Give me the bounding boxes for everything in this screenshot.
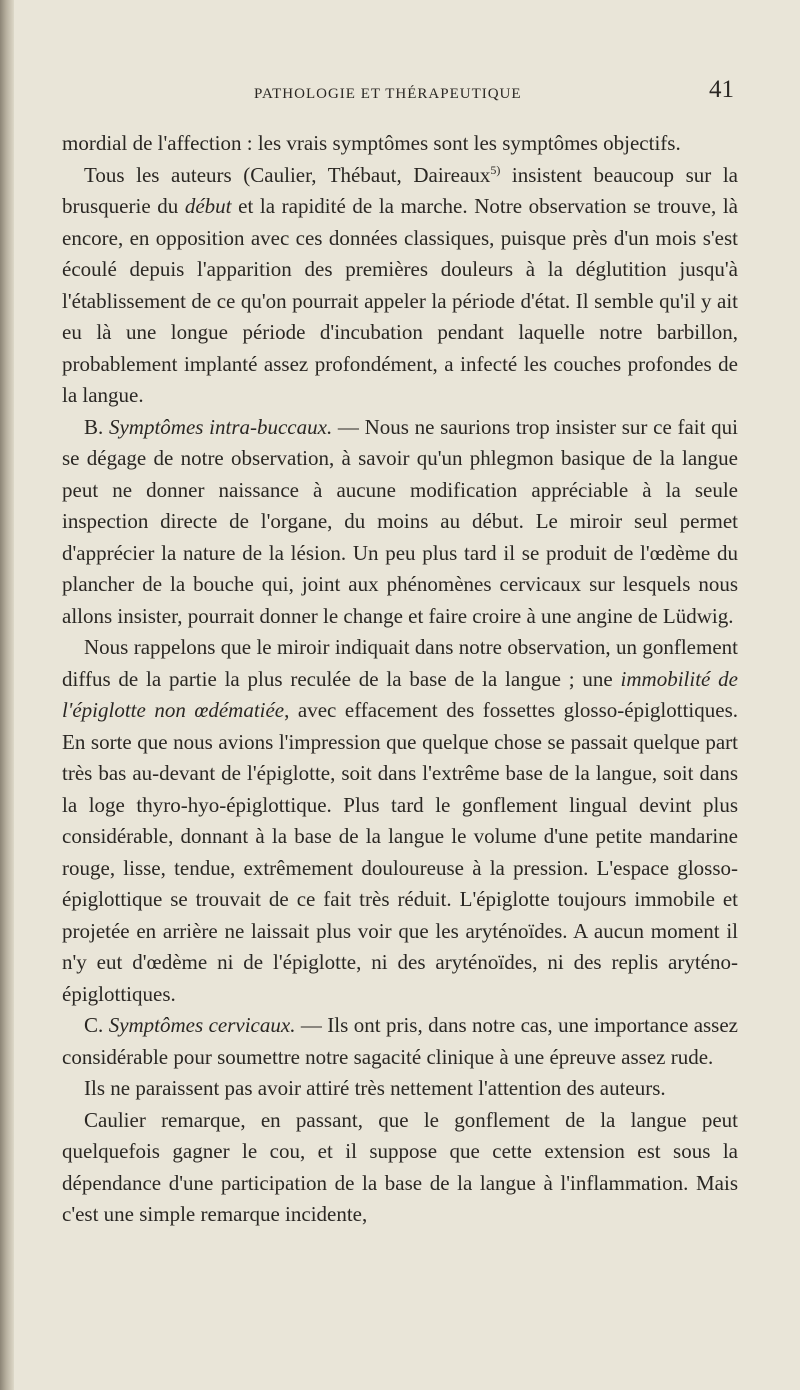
- text-run: C.: [84, 1013, 109, 1037]
- text-run: B.: [84, 414, 109, 439]
- book-spine-edge: [0, 0, 14, 1390]
- text-run: Tous les auteurs (Caulier, Thébaut, Daireaux: [84, 162, 491, 187]
- paragraph: [62, 128, 738, 160]
- italic-run: Symptômes cervicaux.: [108, 1013, 296, 1037]
- paragraph: [62, 632, 738, 1010]
- paragraph: [62, 412, 738, 633]
- text-run: — Ils ont pris, dans notre cas, une importance assez considérable pour soumettre notre sagacité clinique à une épreuve assez rude.: [62, 1013, 738, 1069]
- paragraph: [62, 160, 738, 412]
- text-run: mordial de l'affection : les vrais symptômes sont les symptômes objectifs.: [62, 131, 681, 155]
- text-run: Ils ne paraissent pas avoir attiré très nettement l'attention des auteurs.: [84, 1076, 666, 1100]
- text-run: — Nous ne saurions trop insister sur ce fait qui se dégage de notre observation, à savoir qu'un phlegmon basique de la langue peut ne donner naissance à aucune modification appréciable à la seule inspection directe de l'organe, du moins au début. Le miroir seul permet d'apprécier la nature de la lésion. Un peu plus tard il se produit de l'œdème du plancher de la bouche qui, joint aux phénomènes cervicaux sur lesquels nous allons insister, pourrait donner le change et faire croire à une angine de Lüdwig.: [62, 414, 738, 628]
- text-run: insistent beaucoup sur la brusquerie du: [62, 162, 738, 218]
- paragraph: [62, 1073, 738, 1105]
- page-number: 41: [709, 76, 734, 103]
- running-title: PATHOLOGIE ET THÉRAPEUTIQUE: [254, 86, 522, 102]
- text-run: Nous rappelons que le miroir indiquait dans notre observation, un gonflement diffus de la partie la plus reculée de la base de la langue ; une: [62, 635, 738, 691]
- body-text: [62, 128, 738, 1231]
- footnote-ref: 5): [490, 162, 501, 177]
- paragraph: [62, 1105, 738, 1231]
- text-run: , avec effacement des fossettes glosso-épiglottiques. En sorte que nous avions l'impression que quelque chose se passait quelque part très bas au-devant de l'épiglotte, soit dans l'extrême base de la langue, soit dans la loge thyro-hyo-épiglottique. Plus tard le gonflement lingual devint plus considérable, donnant à la base de la langue le volume d'une petite mandarine rouge, lisse, tendue, extrêmement douloureuse à la pression. L'espace glosso-épiglottique se trouvait de ce fait très réduit. L'épiglotte toujours immobile et projetée en arrière ne laissait plus voir que les aryténoïdes. A aucun moment il n'y eut d'œdème ni de l'épiglotte, ni des aryténoïdes, ni des replis aryténo-épiglottiques.: [62, 698, 739, 1006]
- italic-run: Symptômes intra-buccaux.: [108, 414, 333, 439]
- italic-run: début: [184, 194, 232, 218]
- text-run: Caulier remarque, en passant, que le gonflement de la langue peut quelquefois gagner le cou, et il suppose que cette extension est sous la dépendance d'une participation de la base de la langue à l'inflammation. Mais c'est une simple remarque incidente,: [62, 1107, 738, 1226]
- italic-run: immobilité de l'épiglotte non œdématiée: [62, 666, 738, 722]
- document-page: [62, 72, 738, 1231]
- running-header: [62, 72, 738, 112]
- paragraph: [62, 1010, 738, 1073]
- text-run: et la rapidité de la marche. Notre observation se trouve, là encore, en opposition avec ces données classiques, puisque près d'un mois s'est écoulé depuis l'apparition des premières douleurs à la déglutition jusqu'à l'établissement de ce qu'on pourrait appeler la période d'état. Il semble qu'il y ait eu là une longue période d'incubation pendant laquelle notre barbillon, probablement implanté assez profondément, a infecté les couches profondes de la langue.: [62, 194, 738, 407]
